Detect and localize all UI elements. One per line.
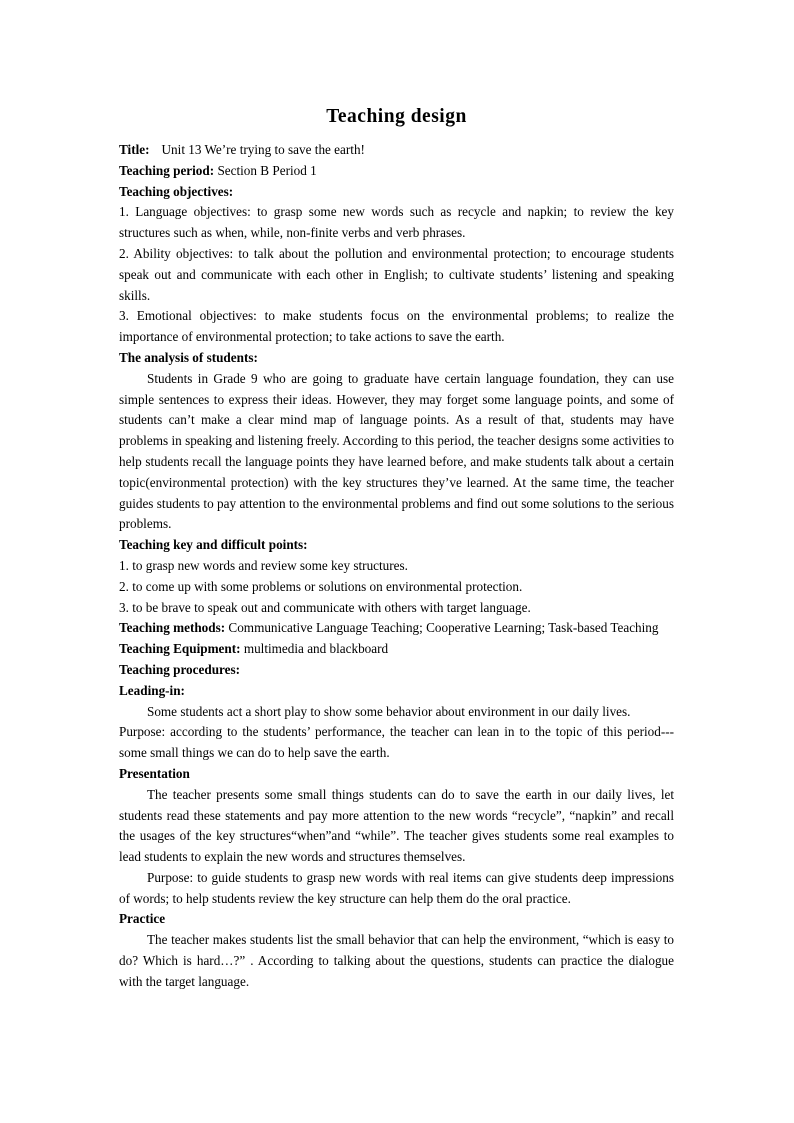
practice-paragraph: The teacher makes students list the small behavior that can help the environment, “which is easy to do? Which is hard…?” . According to talking about the questions, students can practice the dialogue with the target language. — [119, 932, 674, 989]
procedures-heading: Teaching procedures: — [119, 661, 241, 677]
leading-in-heading: Leading-in: — [119, 682, 185, 698]
objective-item: 3. Emotional objectives: to make students focus on the environmental problems; to realize the importance of environmental protection; to take actions to save the earth. — [119, 308, 674, 345]
equipment-label: Teaching Equipment: — [119, 641, 241, 657]
leading-in-purpose: Purpose: according to the students’ performance, the teacher can lean in to the topic of this period---some small things we can do to help save the earth. — [119, 724, 674, 761]
methods-label: Teaching methods: — [119, 620, 226, 636]
key-point-item: 2. to come up with some problems or solutions on environmental protection. — [119, 578, 523, 594]
equipment-line — [119, 639, 674, 660]
presentation-heading: Presentation — [119, 765, 190, 781]
document-page — [119, 104, 674, 993]
key-points-heading: Teaching key and difficult points: — [119, 537, 308, 553]
presentation-paragraph: The teacher presents some small things students can do to save the earth in our daily lives, let students read these statements and pay more attention to the new words “recycle”, “napkin” and recall the usages of the key structures“when”and “while”. The teacher gives students some real examples to lead students to explain the new words and structures themselves. — [119, 786, 674, 865]
analysis-heading: The analysis of students: — [119, 349, 258, 365]
presentation-purpose: Purpose: to guide students to grasp new words with real items can give students deep impressions of words; to help students review the key structure can help them do the oral practice. — [119, 869, 674, 906]
analysis-paragraph: Students in Grade 9 who are going to graduate have certain language foundation, they can use simple sentences to express their ideas. However, they may forget some language points, and some of students can’t make a clear mind map of language points. As a result of that, students may have problems in speaking and listening freely. According to this period, the teacher designs some activities to help students recall the language points they have learned before, and make students talk about a certain topic(environmental protection) with the key structures they’ve learned. At the same time, the teacher guides students to pay attention to the environmental problems and find out some solutions to the serious problems. — [119, 370, 674, 532]
objective-item: 2. Ability objectives: to talk about the pollution and environmental protection; to encourage students speak out and communicate with each other in English; to cultivate students’ listening and speaking skills. — [119, 245, 674, 303]
leading-in-paragraph: Some students act a short play to show some behavior about environment in our daily lives. — [147, 703, 631, 719]
equipment-value: multimedia and blackboard — [243, 641, 389, 657]
methods-value: Communicative Language Teaching; Cooperative Learning; Task-based Teaching — [228, 620, 659, 636]
title-label: Title: — [119, 142, 150, 157]
practice-heading: Practice — [119, 911, 166, 927]
methods-line — [119, 618, 674, 639]
objective-item: 1. Language objectives: to grasp some new words such as recycle and napkin; to review the key structures such as when, while, non-finite verbs and verb phrases. — [119, 204, 674, 241]
period-line — [119, 161, 674, 182]
key-point-item: 3. to be brave to speak out and communicate with others with target language. — [119, 599, 531, 615]
key-point-item: 1. to grasp new words and review some key structures. — [119, 557, 408, 573]
title-value: Unit 13 We’re trying to save the earth! — [161, 142, 365, 157]
document-heading: Teaching design — [326, 106, 467, 127]
period-label: Teaching period: — [119, 162, 215, 178]
period-value: Section B Period 1 — [217, 162, 317, 178]
title-line — [119, 140, 674, 161]
objectives-heading: Teaching objectives: — [119, 183, 234, 199]
